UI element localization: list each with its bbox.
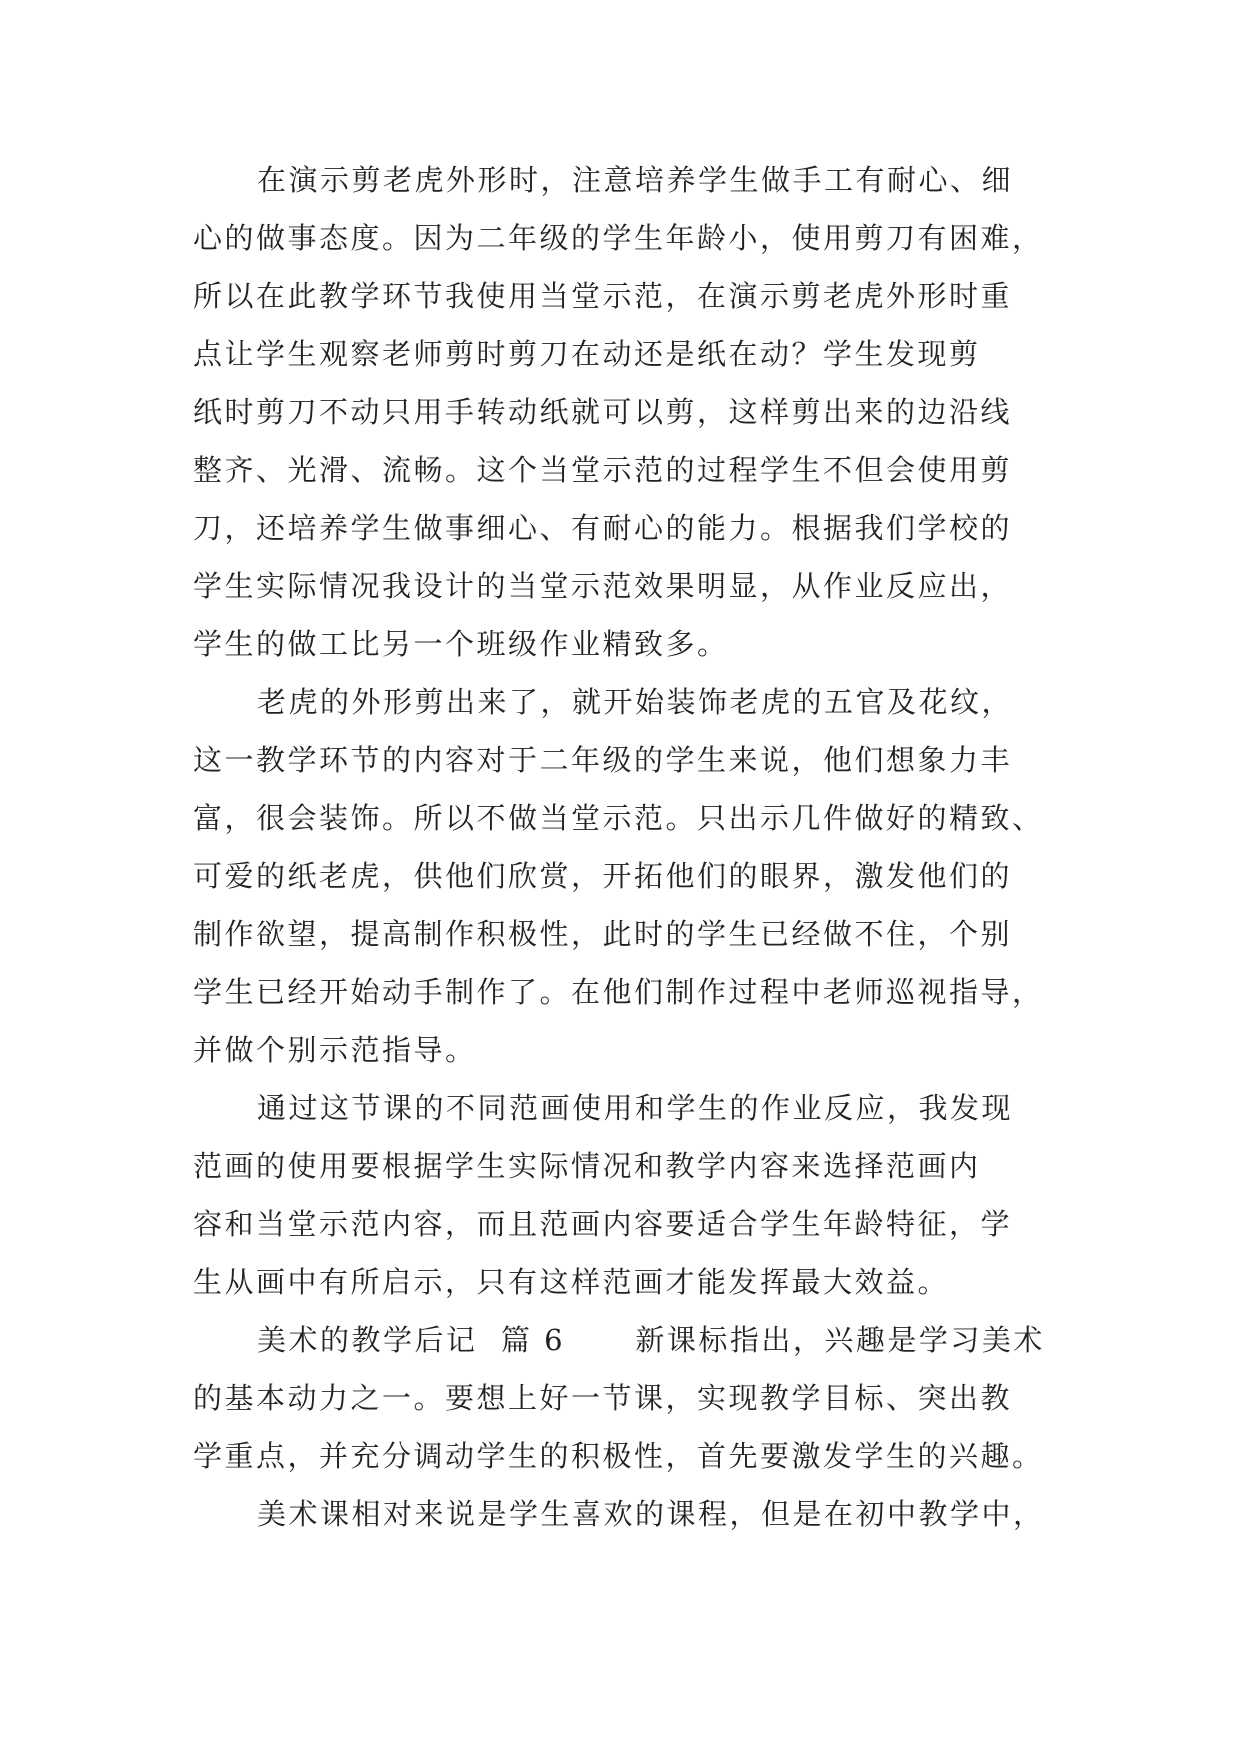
text-line: 制作欲望，提高制作积极性，此时的学生已经做不住，个别 xyxy=(193,917,1013,951)
text-line: 学重点，并充分调动学生的积极性，首先要激发学生的兴趣。 xyxy=(193,1439,1044,1473)
text-line: 生从画中有所启示，只有这样范画才能发挥最大效益。 xyxy=(193,1265,950,1299)
text-line: 心的做事态度。因为二年级的学生年龄小，使用剪刀有困难， xyxy=(193,221,1044,255)
text-line: 整齐、光滑、流畅。这个当堂示范的过程学生不但会使用剪 xyxy=(193,453,1013,487)
text-line: 点让学生观察老师剪时剪刀在动还是纸在动？学生发现剪 xyxy=(193,337,981,371)
text-line: 美术的教学后记 篇 6 新课标指出，兴趣是学习美术 xyxy=(257,1323,1045,1357)
text-line: 在演示剪老虎外形时，注意培养学生做手工有耐心、细 xyxy=(257,163,1014,197)
text-line: 老虎的外形剪出来了，就开始装饰老虎的五官及花纹， xyxy=(257,685,1014,719)
text-line: 通过这节课的不同范画使用和学生的作业反应，我发现 xyxy=(257,1091,1014,1125)
text-line: 刀，还培养学生做事细心、有耐心的能力。根据我们学校的 xyxy=(193,511,1013,545)
text-line: 学生的做工比另一个班级作业精致多。 xyxy=(193,627,729,661)
text-line: 容和当堂示范内容，而且范画内容要适合学生年龄特征，学 xyxy=(193,1207,1013,1241)
text-line: 并做个别示范指导。 xyxy=(193,1033,477,1067)
text-line: 的基本动力之一。要想上好一节课，实现教学目标、突出教 xyxy=(193,1381,1013,1415)
text-line: 学生实际情况我设计的当堂示范效果明显，从作业反应出， xyxy=(193,569,1013,603)
text-line: 富，很会装饰。所以不做当堂示范。只出示几件做好的精致、 xyxy=(193,801,1044,835)
text-line: 可爱的纸老虎，供他们欣赏，开拓他们的眼界，激发他们的 xyxy=(193,859,1013,893)
text-line: 纸时剪刀不动只用手转动纸就可以剪，这样剪出来的边沿线 xyxy=(193,395,1013,429)
text-line: 范画的使用要根据学生实际情况和教学内容来选择范画内 xyxy=(193,1149,981,1183)
text-line: 这一教学环节的内容对于二年级的学生来说，他们想象力丰 xyxy=(193,743,1013,777)
text-line: 美术课相对来说是学生喜欢的课程，但是在初中教学中， xyxy=(257,1497,1045,1531)
text-line: 学生已经开始动手制作了。在他们制作过程中老师巡视指导， xyxy=(193,975,1044,1009)
text-line: 所以在此教学环节我使用当堂示范，在演示剪老虎外形时重 xyxy=(193,279,1013,313)
